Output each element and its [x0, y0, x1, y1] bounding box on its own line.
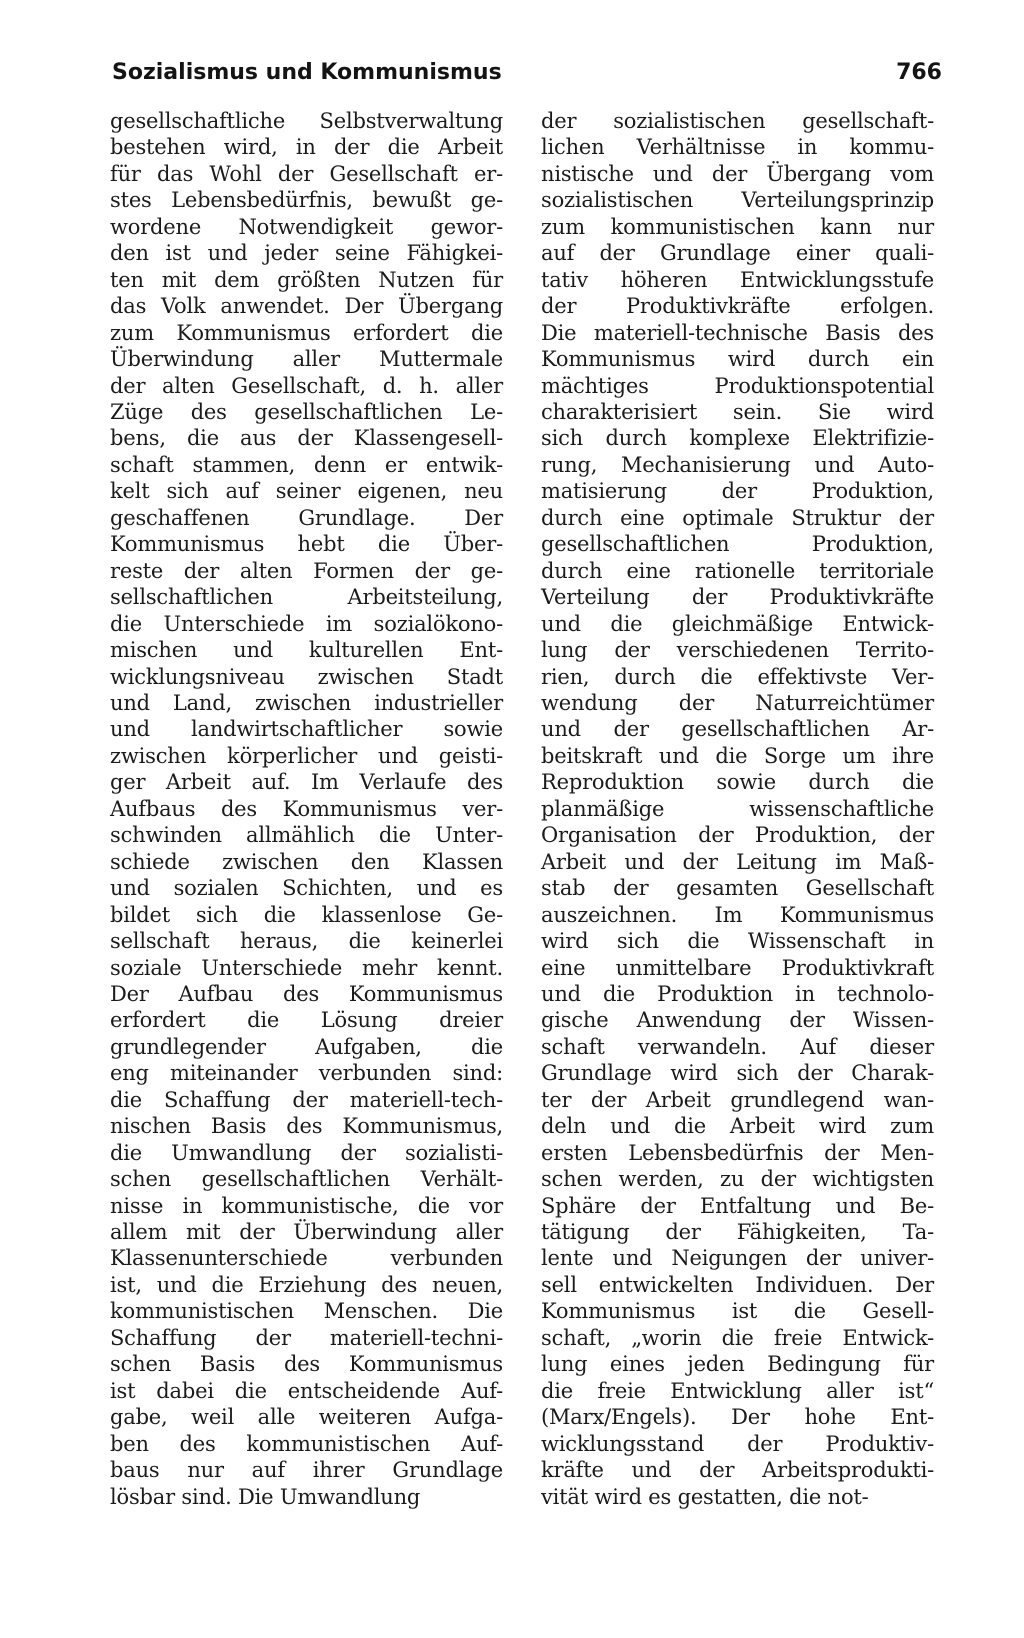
text-line: zwischen körperlicher und geisti- [110, 743, 503, 768]
text-line: reste der alten Formen der ge- [110, 558, 503, 583]
text-line: Organisation der Produktion, der [541, 823, 934, 848]
text-line: schwinden allmählich die Unter- [110, 823, 503, 848]
text-line: Klassenunterschiede verbunden [110, 1246, 503, 1271]
page-number: 766 [896, 60, 942, 85]
text-line: allem mit der Überwindung aller [110, 1220, 503, 1245]
text-line: matisierung der Produktion, [541, 479, 934, 504]
running-head [112, 58, 942, 92]
text-line: sich durch komplexe Elektrifizie- [541, 426, 934, 451]
text-line: schaft stammen, denn er entwik- [110, 452, 503, 477]
text-line: erfordert die Lösung dreier [110, 1008, 503, 1033]
text-column-right [541, 108, 934, 1510]
text-line: Kommunismus wird durch ein [541, 347, 934, 372]
text-line: schiede zwischen den Klassen [110, 849, 503, 874]
text-line: die Unterschiede im sozialökono- [110, 611, 503, 636]
text-line: zum kommunistischen kann nur [541, 214, 934, 239]
text-line: eng miteinander verbunden sind: [110, 1061, 503, 1086]
text-line: schen gesellschaftlichen Verhält- [110, 1167, 503, 1192]
text-line: mächtiges Produktionspotential [541, 373, 934, 398]
text-line: kelt sich auf seiner eigenen, neu [110, 479, 503, 504]
text-line: und der gesellschaftlichen Ar- [541, 717, 934, 742]
text-line: Der Aufbau des Kommunismus [110, 981, 503, 1006]
text-line: mischen und kulturellen Ent- [110, 638, 503, 663]
text-line: schen Basis des Kommunismus [110, 1352, 503, 1377]
text-line: Überwindung aller Muttermale [110, 347, 503, 372]
text-line: beitskraft und die Sorge um ihre [541, 743, 934, 768]
text-line: planmäßige wissenschaftliche [541, 796, 934, 821]
text-line: kräfte und der Arbeitsprodukti- [541, 1458, 934, 1483]
text-line: ten mit dem größten Nutzen für [110, 267, 503, 292]
text-line: schaft, „worin die freie Entwick- [541, 1325, 934, 1350]
text-line: Grundlage wird sich der Charak- [541, 1061, 934, 1086]
text-line: ersten Lebensbedürfnis der Men- [541, 1140, 934, 1165]
text-line: wordene Notwendigkeit gewor- [110, 214, 503, 239]
text-column-left [110, 108, 503, 1510]
text-line: die Schaffung der materiell-tech- [110, 1087, 503, 1112]
text-line: ist dabei die entscheidende Auf- [110, 1378, 503, 1403]
text-line: Verteilung der Produktivkräfte [541, 585, 934, 610]
text-line: wicklungsstand der Produktiv- [541, 1431, 934, 1456]
text-line: deln und die Arbeit wird zum [541, 1114, 934, 1139]
text-line: und die Produktion in technolo- [541, 981, 934, 1006]
text-line: sell entwickelten Individuen. Der [541, 1272, 934, 1297]
text-line: wicklungsniveau zwischen Stadt [110, 664, 503, 689]
text-line: stes Lebensbedürfnis, bewußt ge- [110, 188, 503, 213]
text-line: wird sich die Wissenschaft in [541, 929, 934, 954]
text-line: Die materiell-technische Basis des [541, 320, 934, 345]
text-line: lente und Neigungen der univer- [541, 1246, 934, 1271]
text-line: und Land, zwischen industrieller [110, 690, 503, 715]
text-line: (Marx/Engels). Der hohe Ent- [541, 1405, 934, 1430]
text-line: wendung der Naturreichtümer [541, 690, 934, 715]
text-line: sellschaftlichen Arbeitsteilung, [110, 585, 503, 610]
text-line: der alten Gesellschaft, d. h. aller [110, 373, 503, 398]
text-line: tativ höheren Entwicklungsstufe [541, 267, 934, 292]
text-line: gesellschaftliche Selbstverwaltung [110, 109, 503, 133]
text-line: tätigung der Fähigkeiten, Ta- [541, 1220, 934, 1245]
text-line: der Produktivkräfte erfolgen. [541, 294, 934, 319]
text-line: Züge des gesellschaftlichen Le- [110, 399, 503, 424]
text-line: gische Anwendung der Wissen- [541, 1008, 934, 1033]
text-line: ger Arbeit auf. Im Verlaufe des [110, 770, 503, 795]
text-line: grundlegender Aufgaben, die [110, 1034, 503, 1059]
text-line: und landwirtschaftlicher sowie [110, 717, 503, 742]
text-line: Aufbaus des Kommunismus ver- [110, 796, 503, 821]
text-line: charakterisiert sein. Sie wird [541, 399, 934, 424]
text-line: zum Kommunismus erfordert die [110, 320, 503, 345]
text-line: schen werden, zu der wichtigsten [541, 1167, 934, 1192]
text-line: kommunistischen Menschen. Die [110, 1299, 503, 1324]
text-line: sozialistischen Verteilungsprinzip [541, 188, 934, 213]
text-line: gesellschaftlichen Produktion, [541, 532, 934, 557]
text-line: ist, und die Erziehung des neuen, [110, 1272, 503, 1297]
text-line: gabe, weil alle weiteren Aufga- [110, 1405, 503, 1430]
text-line: Schaffung der materiell-techni- [110, 1325, 503, 1350]
text-line: nisse in kommunistische, die vor [110, 1193, 503, 1218]
text-line: Kommunismus ist die Gesell- [541, 1299, 934, 1324]
text-line: lung eines jeden Bedingung für [541, 1352, 934, 1377]
text-line: nistische und der Übergang vom [541, 161, 934, 186]
text-line: durch eine optimale Struktur der [541, 505, 934, 530]
text-line: bens, die aus der Klassengesell- [110, 426, 503, 451]
text-line: stab der gesamten Gesellschaft [541, 876, 934, 901]
text-line: ben des kommunistischen Auf- [110, 1431, 503, 1456]
text-line: und sozialen Schichten, und es [110, 876, 503, 901]
text-line: nischen Basis des Kommunismus, [110, 1114, 503, 1139]
text-line: sellschaft heraus, die keinerlei [110, 929, 503, 954]
text-line: das Volk anwendet. Der Übergang [110, 294, 503, 319]
text-line: lung der verschiedenen Territo- [541, 638, 934, 663]
text-line: eine unmittelbare Produktivkraft [541, 955, 934, 980]
text-line: rien, durch die effektivste Ver- [541, 664, 934, 689]
text-line: baus nur auf ihrer Grundlage [110, 1458, 503, 1483]
text-line: auf der Grundlage einer quali- [541, 241, 934, 266]
text-line: bildet sich die klassenlose Ge- [110, 902, 503, 927]
text-line: die freie Entwicklung aller ist“ [541, 1378, 934, 1403]
text-line: und die gleichmäßige Entwick- [541, 611, 934, 636]
text-line: den ist und jeder seine Fähigkei- [110, 241, 503, 266]
text-line: die Umwandlung der sozialisti- [110, 1140, 503, 1165]
text-line: durch eine rationelle territoriale [541, 558, 934, 583]
text-line: soziale Unterschiede mehr kennt. [110, 955, 503, 980]
text-line: ter der Arbeit grundlegend wan- [541, 1087, 934, 1112]
text-line: bestehen wird, in der die Arbeit [110, 135, 503, 160]
text-line: geschaffenen Grundlage. Der [110, 505, 503, 530]
running-head-title: Sozialismus und Kommunismus [112, 60, 502, 85]
text-line: Arbeit und der Leitung im Maß- [541, 849, 934, 874]
text-line: Kommunismus hebt die Über- [110, 532, 503, 557]
text-line: vität wird es gestatten, die not- [541, 1484, 869, 1509]
text-line: Reproduktion sowie durch die [541, 770, 934, 795]
text-line: der sozialistischen gesellschaft- [541, 109, 934, 133]
text-line: schaft verwandeln. Auf dieser [541, 1034, 934, 1059]
text-line: rung, Mechanisierung und Auto- [541, 452, 934, 477]
text-line: lichen Verhältnisse in kommu- [541, 135, 934, 160]
text-line: lösbar sind. Die Umwandlung [110, 1484, 421, 1509]
text-line: für das Wohl der Gesellschaft er- [110, 161, 503, 186]
text-line: auszeichnen. Im Kommunismus [541, 902, 934, 927]
text-line: Sphäre der Entfaltung und Be- [541, 1193, 934, 1218]
